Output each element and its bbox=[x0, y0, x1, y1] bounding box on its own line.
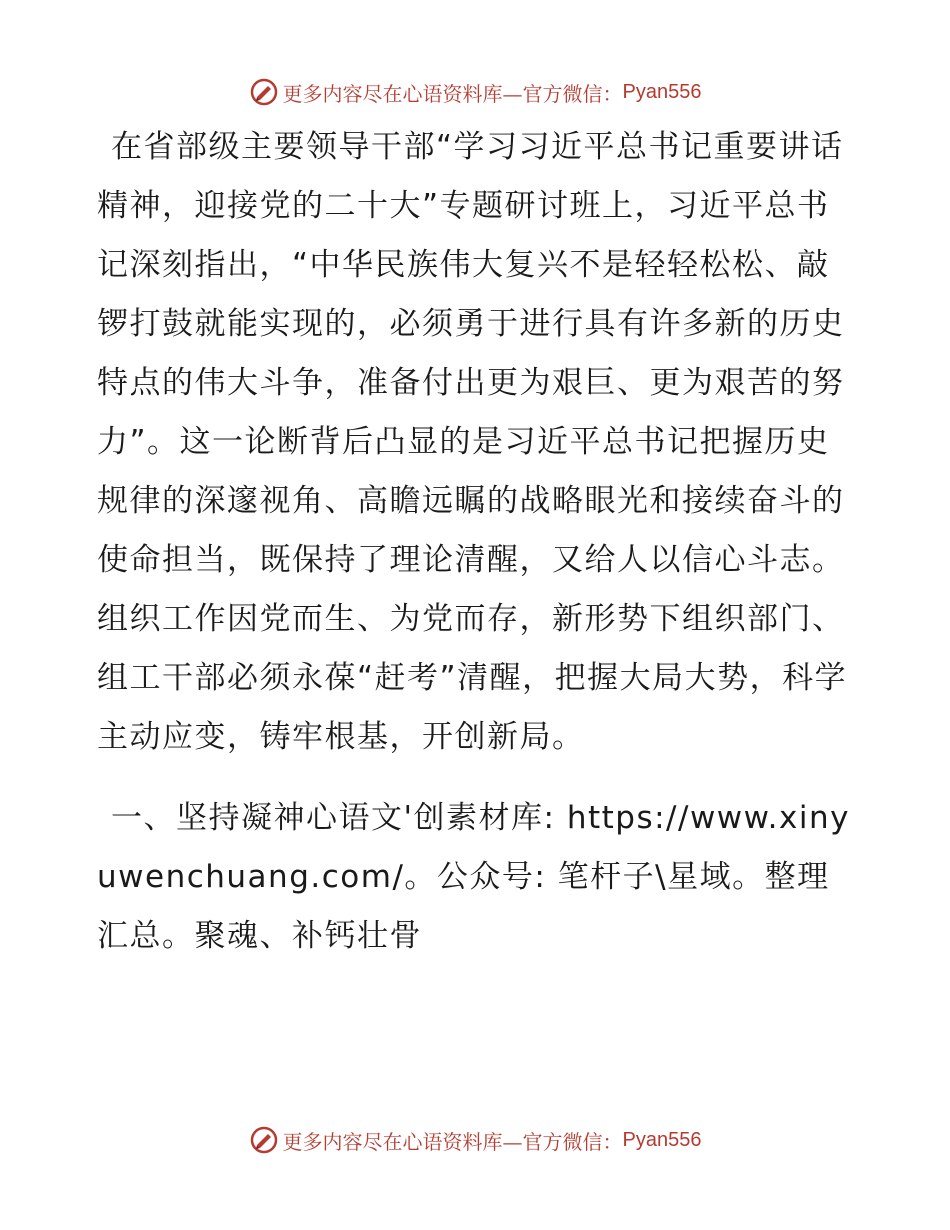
pen-logo-icon bbox=[249, 77, 279, 107]
header-banner-id: Pyan556 bbox=[622, 80, 702, 103]
header-watermark-banner bbox=[0, 72, 950, 112]
pen-logo-icon bbox=[249, 1125, 279, 1155]
footer-banner-id: Pyan556 bbox=[622, 1128, 702, 1151]
footer-watermark-banner bbox=[0, 1120, 950, 1160]
paragraph-intro: 在省部级主要领导干部“学习习近平总书记重要讲话精神，迎接党的二十大”专题研讨班上，习近平总书记深刻指出，“中华民族伟大复兴不是轻轻松松、敲锣打鼓就能实现的，必须勇于进行具有许多新的历史特点的伟大斗争，准备付出更为艰巨、更为艰苦的努力”。这一论断背后凸显的是习近平总书记把握历史规律的深邃视角、高瞻远瞩的战略眼光和接续奋斗的使命担当，既保持了理论清醒，又给人以信心斗志。组织工作因党而生、为党而存，新形势下组织部门、组工干部必须永葆“赶考”清醒，把握大局大势，科学主动应变，铸牢根基，开创新局。 bbox=[97, 129, 848, 755]
header-banner-text: 更多内容尽在心语资料库—官方微信： bbox=[282, 81, 623, 106]
document-body bbox=[97, 118, 853, 966]
footer-banner-text: 更多内容尽在心语资料库—官方微信： bbox=[282, 1129, 623, 1154]
paragraph-section-one: 一、坚持凝神心语文'创素材库: https://www.xinyuwenchuang.com/。公众号: 笔杆子\星域。整理汇总。聚魂、补钙壮骨 bbox=[97, 800, 850, 954]
